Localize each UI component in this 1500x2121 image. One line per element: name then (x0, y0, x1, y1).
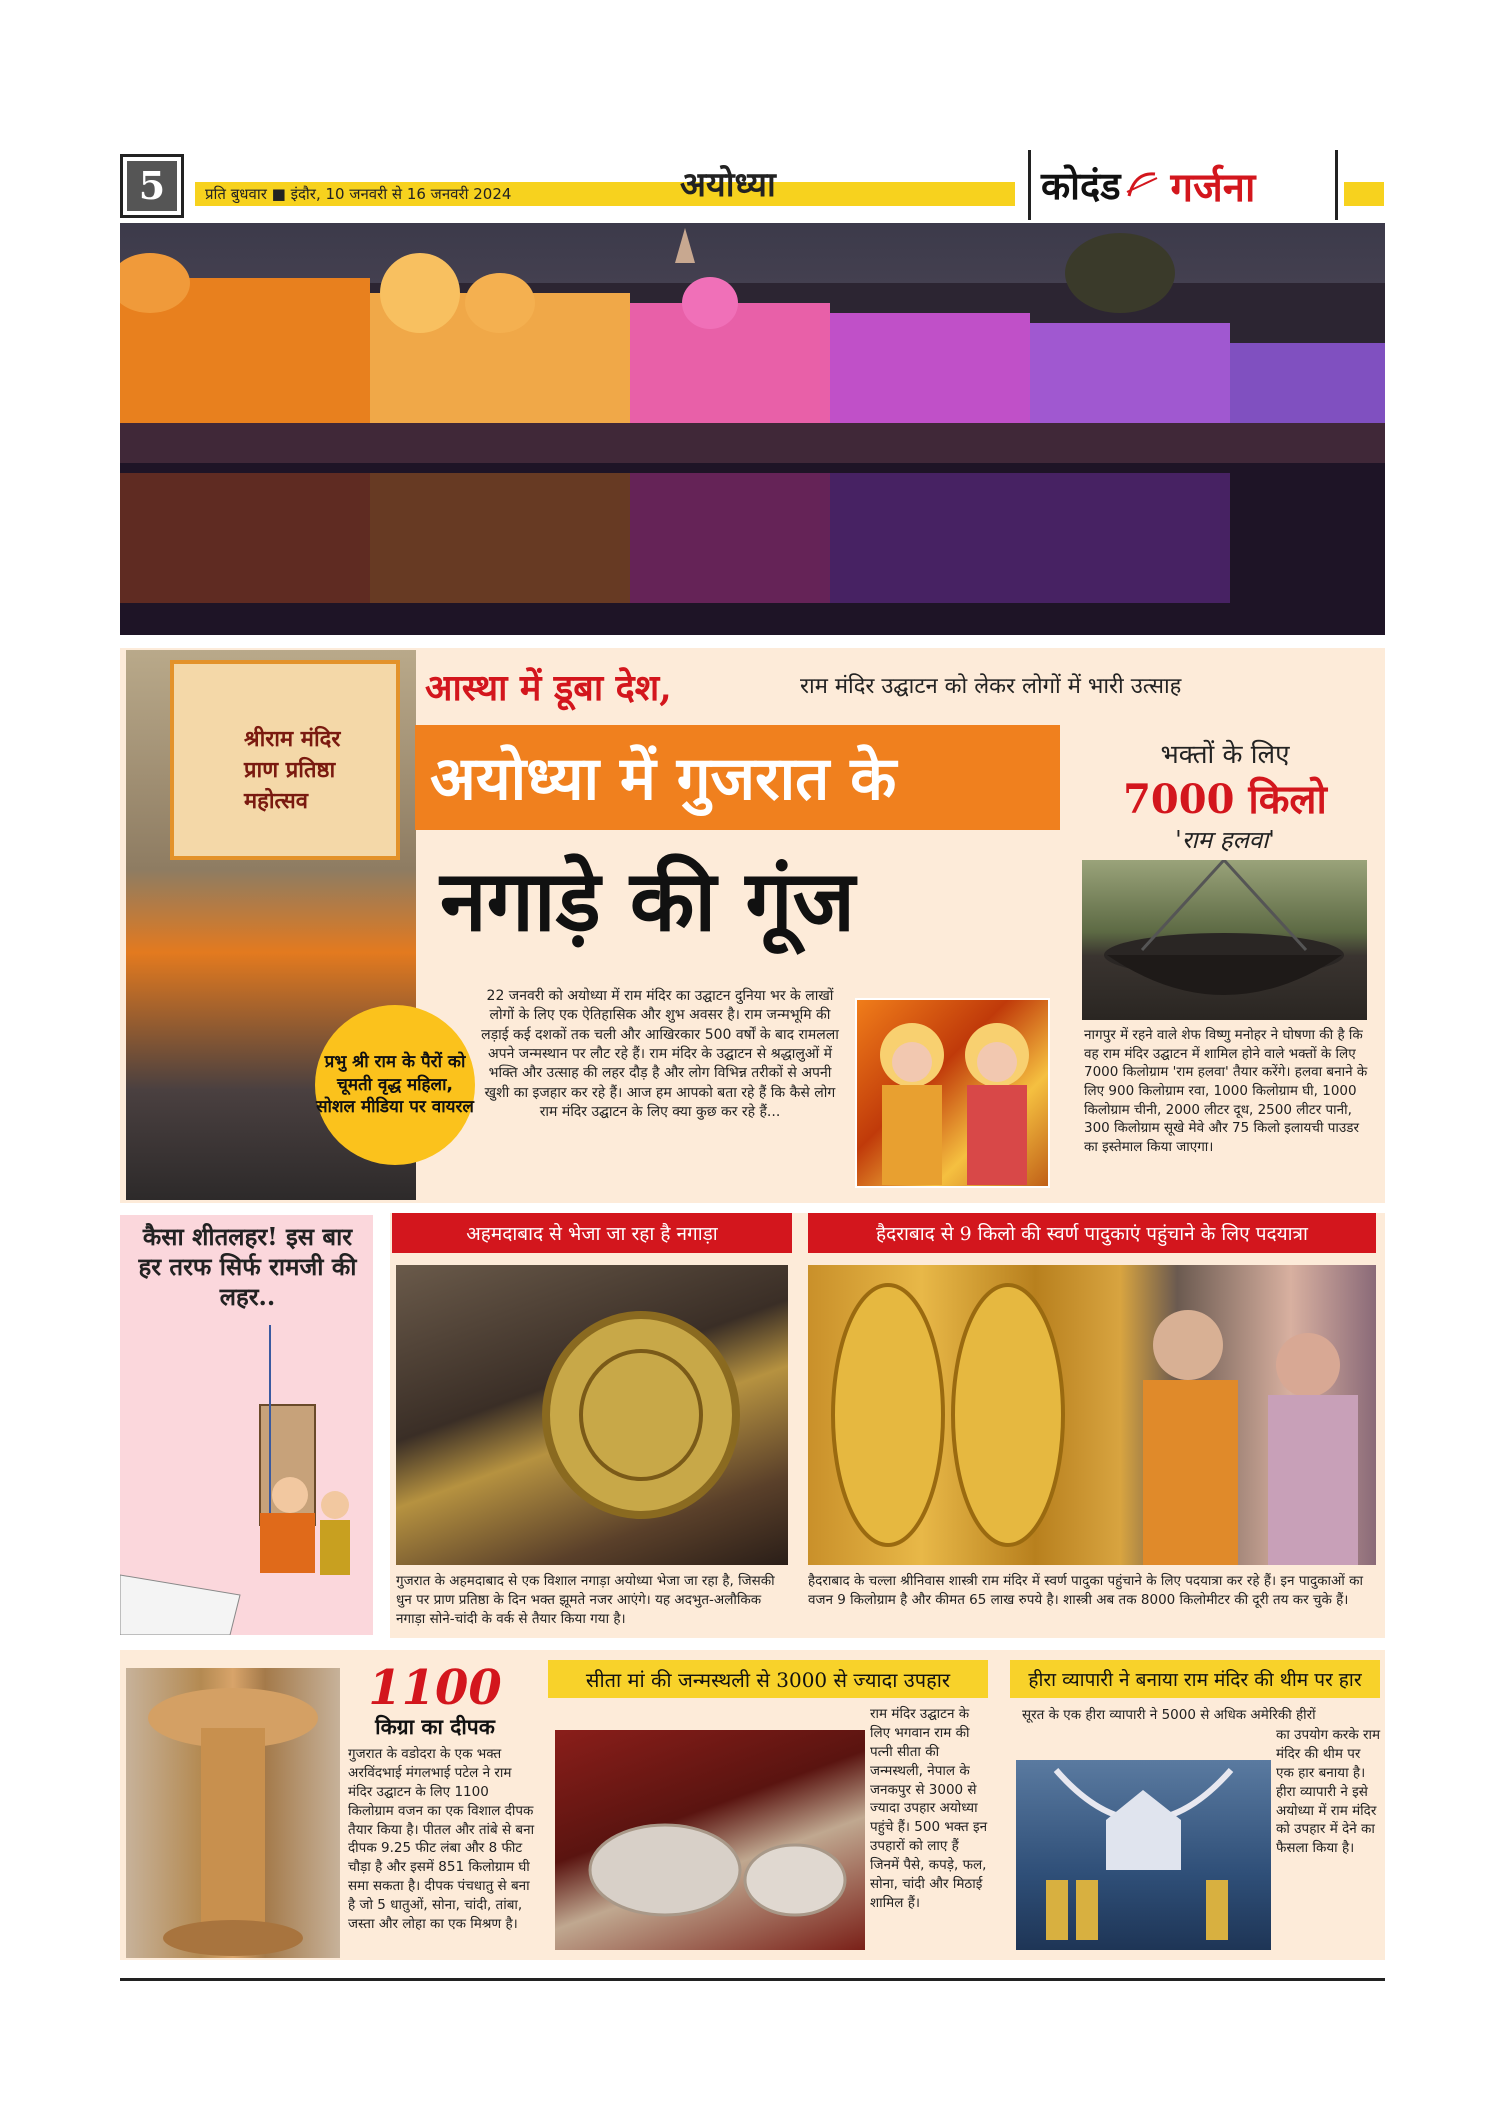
cartoon-caption: कैसा शीतलहर! इस बार हर तरफ सिर्फ रामजी की लहर.. (138, 1222, 357, 1311)
pran-pratishtha-board (170, 660, 400, 860)
masthead-logo (1028, 150, 1338, 220)
halwa-title-3: 'राम हलवा' (1175, 826, 1275, 854)
intro-paragraph: 22 जनवरी को अयोध्या में राम मंदिर का उद्घाटन दुनिया भर के लाखों लोगों के लिए एक ऐतिहासिक और शुभ अवसर है। राम जन्मभूमि की लड़ाई कई दशकों तक चली और आखिरकार 500 वर्षों के बाद रामलला अपने जन्मस्थान पर लौट रहे हैं। राम मंदिर के उद्घाटन से श्रद्धालुओं में भक्ति और उत्साह की लहर दौड़ है और लोग विभिन्न तरीकों से अपनी खुशी का इजहार कर रहे हैं। आज हम आपको बता रहे हैं कि कैसे लोग राम मंदिर उद्घाटन के लिए क्या कुछ कर रहे हैं... (481, 988, 839, 1120)
diamond-heading: हीरा व्यापारी ने बनाया राम मंदिर की थीम पर हार (1010, 1660, 1380, 1698)
diya-title: किग्रा का दीपक (375, 1714, 495, 1739)
halwa-title-2: 7000 किलो (1123, 776, 1327, 823)
sita-heading: सीता मां की जन्मस्थली से 3000 से ज्यादा उपहार (548, 1660, 988, 1698)
diamond-body-side: का उपयोग करके राम मंदिर की थीम पर एक हार बनाया है। हीरा व्यापारी ने इसे अयोध्या में राम मंदिर को उपहार में देने का फैसला किया है। (1276, 1727, 1381, 1857)
hyderabad-heading: हैदराबाद से 9 किलो की स्वर्ण पादुकाएं पहुंचाने के लिए पदयात्रा (808, 1213, 1376, 1253)
halwa-cauldron-photo (1082, 860, 1367, 1020)
golden-padukas-photo (808, 1265, 1376, 1565)
date-line: प्रति बुधवार ■ इंदौर, 10 जनवरी से 16 जनवरी 2024 (205, 185, 512, 203)
diya-body: गुजरात के वडोदरा के एक भक्त अरविंदभाई मंगलभाई पटेल ने राम मंदिर उद्घाटन के लिए 1100 किलोग्राम वजन का एक विशाल दीपक तैयार किया है। पीतल और तांबे से बना दीपक 9.25 फीट लंबा और 8 फीट चौड़ा है और इसमें 851 किलोग्राम घी समा सकता है। दीपक पंचधातु से बना है जो 5 धातुओं, सोना, चांदी, तांबा, जस्ता और लोहा का एक मिश्रण है। (348, 1746, 535, 1933)
diamond-necklace-photo (1016, 1760, 1271, 1950)
viral-badge (315, 1005, 475, 1165)
gifts-photo (555, 1730, 865, 1950)
bow-arrow-icon (1125, 170, 1159, 200)
section-title: अयोध्या (680, 165, 776, 205)
logo-right: गर्जना (1170, 163, 1256, 211)
halwa-title-1: भक्तों के लिए (1160, 740, 1290, 770)
halwa-body: नागपुर में रहने वाले शेफ विष्णु मनोहर ने घोषणा की है कि वह राम मंदिर उद्घाटन में शामिल होने वाले भक्तों के लिए 7000 किलोग्राम 'राम हलवा' तैयार करेंगे। हलवा बनाने के लिए 900 किलोग्राम रवा, 1000 किलोग्राम घी, 1000 किलोग्राम चीनी, 2000 लीटर दूध, 2500 लीटर पानी, 300 किलोग्राम सूखे मेवे और 75 किलो इलायची पाउडर का इस्तेमाल किया जाएगा। (1084, 1027, 1368, 1155)
badge-text: प्रभु श्री राम के पैरों को चूमती वृद्ध महिला, सोशल मीडिया पर वायरल (316, 1051, 474, 1118)
diya-number: 1100 (368, 1660, 502, 1716)
kicker-red: आस्था में डूबा देश, (425, 667, 672, 709)
page-number: 5 (127, 161, 177, 211)
headline-line-2: नगाड़े की गूंज (440, 851, 855, 950)
ram-sita-image (855, 998, 1050, 1188)
hyderabad-body: हैदराबाद के चल्ला श्रीनिवास शास्त्री राम मंदिर में स्वर्ण पादुका पहुंचाने के लिए पदयात्रा कर रहे हैं। इन पादुकाओं का वजन 9 किलोग्राम है और कीमत 65 लाख रुपये है। शास्त्री अब तक 8000 किलोमीटर की दूरी तय कर चुके हैं। (808, 1573, 1363, 1608)
bottom-rule (120, 1978, 1385, 1981)
header-bar-right (1344, 182, 1384, 206)
giant-diya-photo (126, 1668, 340, 1958)
headline-line-1: अयोध्या में गुजरात के (430, 744, 897, 814)
diamond-body-top: सूरत के एक हीरा व्यापारी ने 5000 से अधिक अमेरिकी हीरों (1022, 1707, 1316, 1723)
logo-left: कोदंड (1041, 163, 1121, 208)
nagada-drum-photo (396, 1265, 788, 1565)
page-number-box (120, 154, 184, 218)
sita-body: राम मंदिर उद्घाटन के लिए भगवान राम की पत्नी सीता की जन्मस्थली, नेपाल के जनकपुर से 3000 से ज्यादा उपहार अयोध्या पहुंचे हैं। 500 भक्त इन उपहारों को लाए हैं जिनमें पैसे, कपड़े, फल, सोना, चांदी और मिठाई शामिल हैं। (870, 1706, 988, 1911)
ahmedabad-heading: अहमदाबाद से भेजा जा रहा है नगाड़ा (392, 1213, 792, 1253)
board-text: श्रीराम मंदिर प्राण प्रतिष्ठा महोत्सव (244, 726, 341, 814)
kicker-subtitle: राम मंदिर उद्घाटन को लेकर लोगों में भारी उत्साह (800, 674, 1182, 699)
ayodhya-ghat-photo (120, 223, 1385, 635)
ahmedabad-body: गुजरात के अहमदाबाद से एक विशाल नगाड़ा अयोध्या भेजा जा रहा है, जिसकी धुन पर प्राण प्रतिष्ठा के दिन भक्त झूमते नजर आएंगे। यह अदभुत-अलौकिक नगाड़ा सोने-चांदी के वर्क से तैयार किया गया है। (396, 1573, 775, 1627)
